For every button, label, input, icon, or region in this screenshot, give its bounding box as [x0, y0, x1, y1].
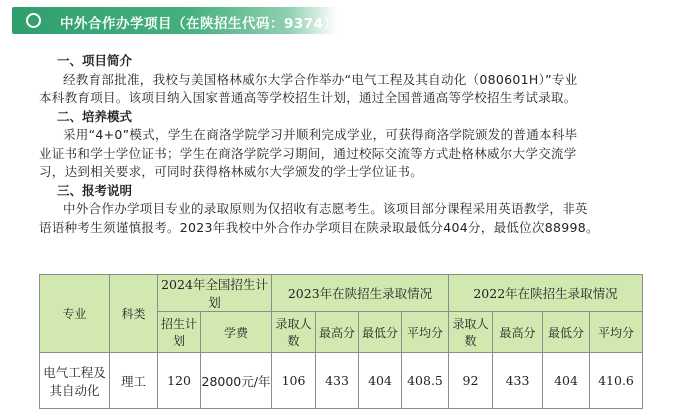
header-admission-2022: 2022年在陕招生录取情况 — [449, 275, 643, 312]
cell-major: 电气工程及其自动化 — [40, 353, 110, 409]
header-2023-max: 最高分 — [316, 312, 359, 353]
notes-line-2: 语语种考生须谨慎报考。2023年我校中外合作办学项目在陕录取最低分404分，最低位次88998。 — [39, 219, 599, 235]
circle-bullet-icon — [26, 13, 41, 28]
cell-2022-min: 404 — [543, 353, 590, 409]
header-2022-avg: 平均分 — [590, 312, 643, 353]
header-2022-admitted: 录取人数 — [449, 312, 493, 353]
intro-line-1: 经教育部批准，我校与美国格林威尔大学合作举办“电气工程及其自动化（080601H）”专业 — [63, 71, 578, 87]
header-2023-admitted: 录取人数 — [272, 312, 316, 353]
cell-2023-admitted: 106 — [272, 353, 316, 409]
header-2023-avg: 平均分 — [402, 312, 449, 353]
program-description — [39, 52, 654, 237]
mode-line-1: 采用“4+0”模式，学生在商洛学院学习并顺利完成学业，可获得商洛学院颁发的普通本科毕 — [63, 127, 578, 142]
cell-category: 理工 — [110, 353, 158, 409]
header-category: 科类 — [110, 275, 158, 353]
cell-2023-min: 404 — [359, 353, 402, 409]
header-2022-max: 最高分 — [493, 312, 543, 353]
cell-plan: 120 — [158, 353, 201, 409]
header-2023-min: 最低分 — [359, 312, 402, 353]
header-major: 专业 — [40, 275, 110, 353]
section-heading-notes: 三、报考说明 — [57, 182, 133, 198]
header-plan: 招生计划 — [158, 312, 201, 353]
banner-title: 中外合作办学项目（在陕招生代码：9374） — [60, 16, 338, 32]
intro-line-2: 本科教育项目。该项目纳入国家普通高等学校招生计划，通过全国普通高等学校招生考试录取。 — [39, 90, 577, 105]
table-row — [40, 353, 643, 409]
header-2022-min: 最低分 — [543, 312, 590, 353]
header-plan-2024: 2024年全国招生计划 — [158, 275, 272, 312]
cell-tuition: 28000元/年 — [201, 353, 272, 409]
cell-2022-admitted: 92 — [449, 353, 493, 409]
section-banner — [12, 7, 337, 34]
cell-2022-max: 433 — [493, 353, 543, 409]
mode-line-3: 习，达到相关要求，可同时获得格林威尔大学颁发的学士学位证书。 — [39, 164, 424, 179]
header-tuition: 学费 — [201, 312, 272, 353]
section-heading-intro: 一、项目简介 — [57, 53, 133, 68]
cell-2022-avg: 410.6 — [590, 353, 643, 409]
section-heading-mode: 二、培养模式 — [57, 108, 133, 124]
cell-2023-max: 433 — [316, 353, 359, 409]
notes-line-1: 中外合作办学项目专业的录取原则为仅招收有志愿考生。该项目部分课程采用英语教学，非英 — [63, 201, 588, 216]
table-header-row-1 — [40, 275, 643, 312]
admission-table — [39, 274, 643, 409]
header-admission-2023: 2023年在陕招生录取情况 — [272, 275, 449, 312]
cell-2023-avg: 408.5 — [402, 353, 449, 409]
mode-line-2: 业证书和学士学位证书；学生在商洛学院学习期间，通过校际交流等方式赴格林威尔大学交流学 — [39, 145, 577, 161]
